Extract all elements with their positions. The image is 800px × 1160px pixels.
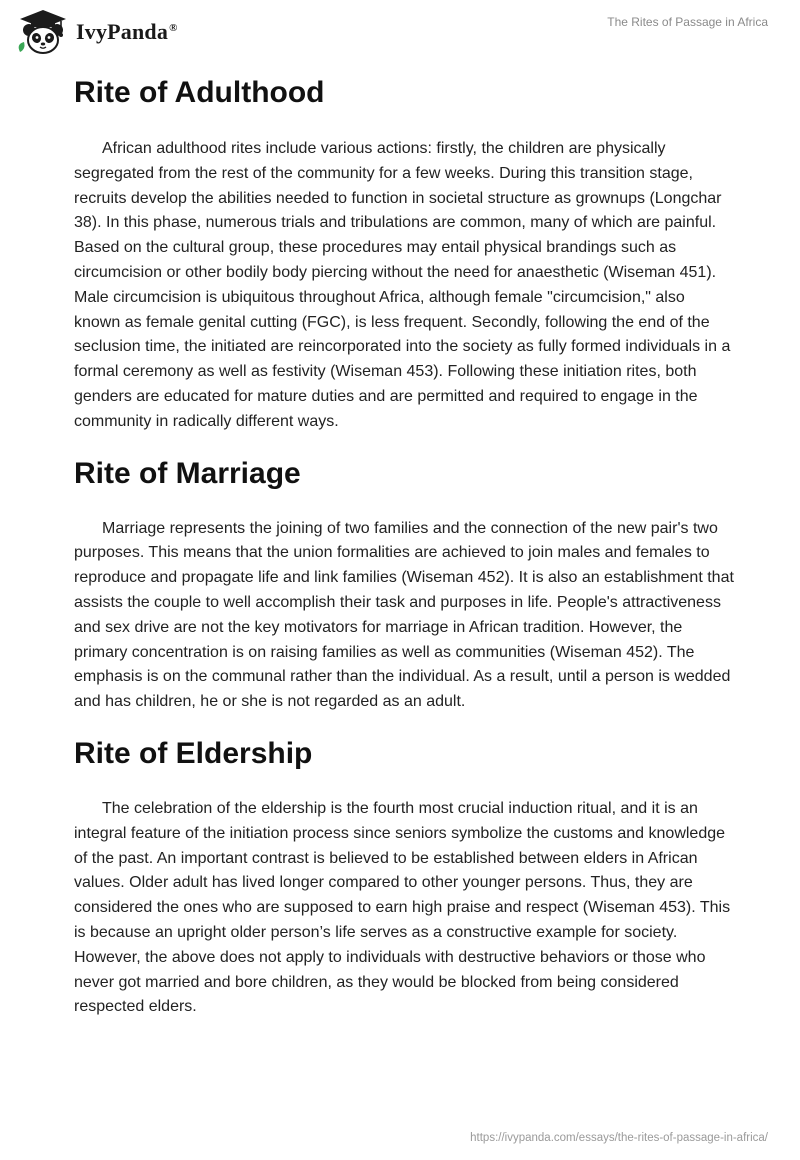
- section-eldership: [74, 733, 734, 1020]
- section-heading: Rite of Marriage: [74, 456, 301, 490]
- section-paragraph: African adulthood rites include various actions: firstly, the children are physically segregated from the rest of the community for a few weeks. During this transition stage, recruits develop the abilities needed to function in societal structure as grownups (Longchar 38). In this phase, numerous trials and tribulations are common, many of which are painful. Based on the cultural group, these procedures may entail physical brandings such as circumcision or other bodily body piercing without the need for anaesthetic (Wiseman 451). Male circumcision is ubiquitous throughout Africa, although female "circumcision," also known as female genital cutting (FGC), is less frequent. Secondly, following the end of the seclusion time, the initiated are reincorporated into the society as fully formed individuals in a formal ceremony as well as festivity (Wiseman 453). Following these initiation rites, both genders are educated for mature duties and are permitted and required to engage in the community in radically different ways.: [74, 140, 731, 430]
- ivypanda-logo[interactable]: [14, 8, 178, 56]
- section-heading: Rite of Adulthood: [74, 76, 325, 109]
- document-title: The Rites of Passage in Africa: [607, 15, 768, 29]
- logo-wordmark: IvyPanda®: [76, 19, 178, 44]
- section-adulthood: [74, 72, 734, 435]
- section-heading: Rite of Eldership: [74, 736, 313, 770]
- section-paragraph: The celebration of the eldership is the fourth most crucial induction ritual, and it is an integral feature of the initiation process since seniors symbolize the customs and knowledge of the past. An important contrast is believed to be established between elders in African values. Older adult has lived longer compared to other younger persons. Thus, they are considered the ones who are supposed to earn high praise and respect (Wiseman 453). This is because an upright older person’s life serves as a constructive example for society. However, the above does not apply to individuals with destructive behaviors or those who never got married and bore children, as they would be blocked from being considered respected elders.: [74, 799, 731, 1016]
- section-paragraph: Marriage represents the joining of two families and the connection of the new pair's two purposes. This means that the union formalities are achieved to join males and females to reproduce and propagate life and link families (Wiseman 452). It is also an establishment that assists the couple to well accomplish their task and purposes in life. People's attractiveness and sex drive are not the key motivators for marriage in African tradition. However, the primary concentration is on raising families as well as communities (Wiseman 452). The emphasis is on the communal rather than the individual. As a result, until a person is wedded and has children, he or she is not regarded as an adult.: [74, 519, 734, 711]
- section-marriage: [74, 453, 734, 715]
- page-header: [0, 0, 800, 68]
- registered-mark: ®: [169, 21, 178, 34]
- panda-mascot-icon: [14, 8, 72, 56]
- essay-content: [74, 70, 734, 1020]
- source-url-link[interactable]: https://ivypanda.com/essays/the-rites-of-passage-in-africa/: [470, 1132, 768, 1144]
